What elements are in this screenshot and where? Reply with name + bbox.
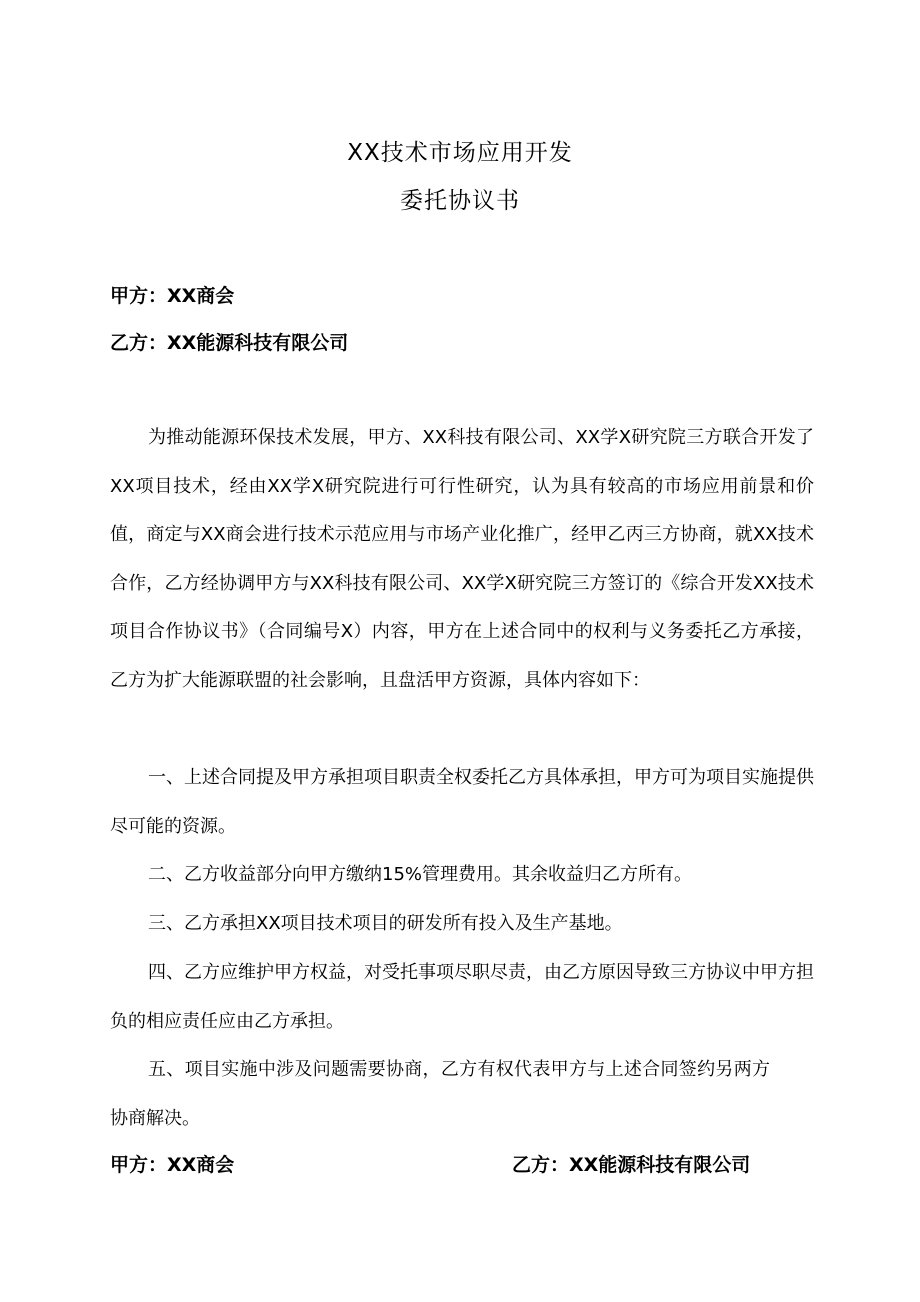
signature-party-a: 甲方：XX商会: [110, 1154, 235, 1176]
clause-3: 三、乙方承担XX项目技术项目的研发所有投入及生产基地。: [148, 913, 623, 934]
signature-party-b: 乙方：XX能源科技有限公司: [512, 1154, 751, 1176]
party-b: 乙方：XX能源科技有限公司: [110, 332, 349, 354]
document-title: XX技术市场应用开发: [347, 140, 573, 166]
intro-paragraph: 为推动能源环保技术发展，甲方、XX科技有限公司、XX学X研究院三方联合开发了XX项目技术，经由XX学X研究院进行可行性研究，认为具有较高的市场应用前景和价值，商定与XX商会进行技术示范应用与市场产业化推广，经甲乙丙三方协商，就XX技术合作，乙方经协调甲方与XX科技有限公司、XX学X研究院三方签订的《综合开发XX技术项目合作协议书》（合同编号X）内容，甲方在上述合同中的权利与义务委托乙方承接，乙方为扩大能源联盟的社会影响，且盘活甲方资源，具体内容如下：: [110, 427, 814, 691]
document-subtitle: 委托协议书: [400, 188, 520, 214]
party-a: 甲方：XX商会: [110, 285, 235, 307]
clause-4: 四、乙方应维护甲方权益，对受托事项尽职尽责，由乙方原因导致三方协议中甲方担负的相应责任应由乙方承担。: [110, 962, 814, 1032]
clause-5: 五、项目实施中涉及问题需要协商，乙方有权代表甲方与上述合同签约另两方协商解决。: [110, 1059, 770, 1129]
clause-2: 二、乙方收益部分向甲方缴纳15%管理费用。其余收益归乙方所有。: [148, 864, 693, 885]
clause-1: 一、上述合同提及甲方承担项目职责全权委托乙方具体承担，甲方可为项目实施提供尽可能的资源。: [110, 767, 814, 837]
